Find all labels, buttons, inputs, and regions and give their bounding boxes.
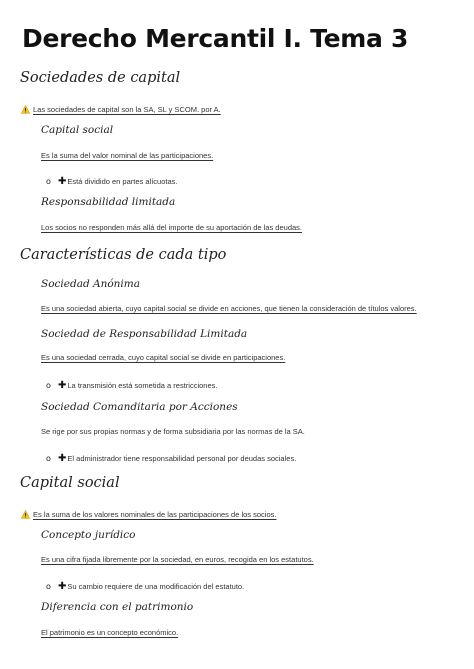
warning-note-sociedades [21,99,221,118]
warning-text: Es la suma de los valores nominales de las participaciones de los socios. [33,510,277,519]
plus-icon: ✚ [58,581,67,592]
subheading-concepto-juridico: Concepto jurídico [41,529,136,541]
subheading-sociedad-anonima: Sociedad Anónima [41,278,141,290]
paragraph-sociedad-comanditaria: Se rige por sus propias normas y de forma subsidiaria por las normas de la SA. [41,427,305,436]
circle-bullet: o [46,177,51,186]
bullet-item-transmision [46,375,217,394]
subheading-sociedad-responsabilidad-limitada: Sociedad de Responsabilidad Limitada [41,328,248,340]
subheading-diferencia-patrimonio: Diferencia con el patrimonio [41,601,194,613]
warning-triangle-icon [21,105,30,114]
section-heading-caracteristicas: Características de cada tipo [20,247,227,263]
warning-text: Las sociedades de capital son la SA, SL y SCOM. por A. [33,105,221,114]
section-heading-capital-social: Capital social [20,475,120,491]
paragraph-sociedad-anonima: Es una sociedad abierta, cuyo capital social se divide en acciones, que tienen la consideración de títulos valores. [41,304,417,313]
paragraph-concepto-juridico: Es una cifra fijada libremente por la sociedad, en euros, recogida en los estatutos. [41,555,314,564]
paragraph-diferencia-patrimonio: El patrimonio es un concepto económico. [41,628,179,637]
paragraph-capital-social: Es la suma del valor nominal de las participaciones. [41,151,214,160]
bullet-text: El administrador tiene responsabilidad personal por deudas sociales. [67,454,297,463]
plus-icon: ✚ [58,176,67,187]
warning-triangle-icon [21,510,30,519]
warning-note-capital-social [21,504,276,523]
bullet-text: Está dividido en partes alícuotas. [67,177,178,186]
circle-bullet: o [46,381,51,390]
document-title: Derecho Mercantil I. Tema 3 [22,24,409,53]
plus-icon: ✚ [58,453,67,464]
bullet-item-modificacion-estatuto [46,576,244,595]
plus-icon: ✚ [58,380,67,391]
subheading-capital-social: Capital social [41,124,114,136]
circle-bullet: o [46,454,51,463]
bullet-text: La transmisión está sometida a restricciones. [67,381,218,390]
paragraph-responsabilidad-limitada: Los socios no responden más allá del importe de su aportación de las deudas. [41,223,302,232]
bullet-item-alicuotas [46,171,177,190]
paragraph-sociedad-responsabilidad-limitada: Es una sociedad cerrada, cuyo capital social se divide en participaciones. [41,353,286,362]
bullet-text: Su cambio requiere de una modificación del estatuto. [67,582,245,591]
circle-bullet: o [46,582,51,591]
subheading-sociedad-comanditaria: Sociedad Comanditaria por Acciones [41,401,238,413]
bullet-item-administrador [46,448,296,467]
subheading-responsabilidad-limitada: Responsabilidad limitada [41,196,176,208]
section-heading-sociedades-de-capital: Sociedades de capital [20,70,181,86]
